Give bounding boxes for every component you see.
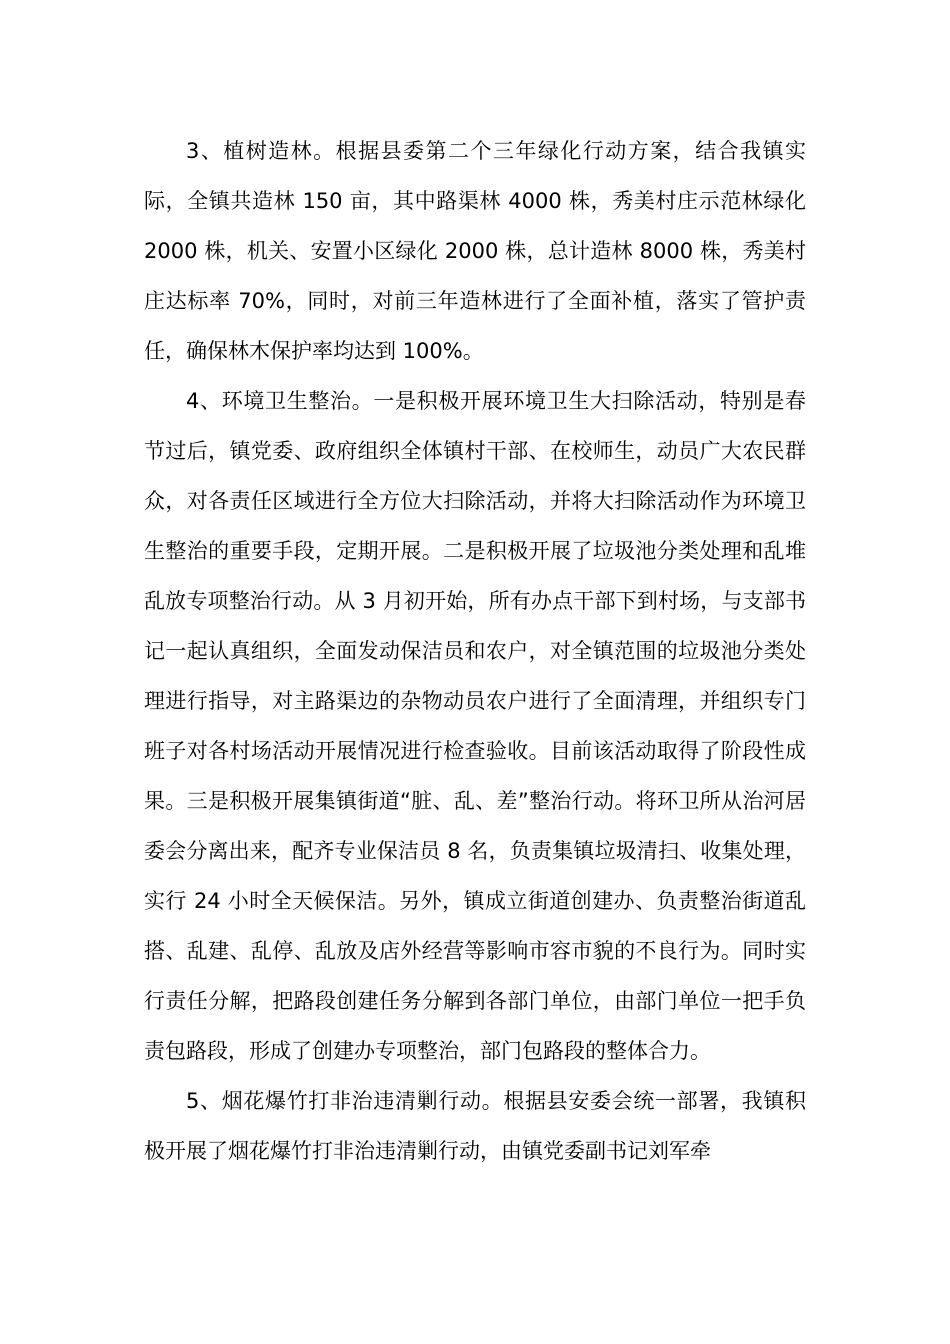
paragraph-afforestation: 3、植树造林。根据县委第二个三年绿化行动方案，结合我镇实际，全镇共造林 150 亩，其中路渠林 4000 株，秀美村庄示范林绿化 2000 株，机关、安置小区绿化 2000 株，总计造林 8000 株，秀美村庄达标率 70%，同时，对前三年造林进行了全面补植，落实了管护责任，确保林木保护率均达到 100%。 [144, 139, 806, 363]
paragraph-environmental-sanitation: 4、环境卫生整治。一是积极开展环境卫生大扫除活动，特别是春节过后，镇党委、政府组织全体镇村干部、在校师生，动员广大农民群众，对各责任区域进行全方位大扫除活动，并将大扫除活动作为环境卫生整治的重要手段，定期开展。二是积极开展了垃圾池分类处理和乱堆乱放专项整治行动。从 3 月初开始，所有办点干部下到村场，与支部书记一起认真组织，全面发动保洁员和农户，对全镇范围的垃圾池分类处理进行指导，对主路渠边的杂物动员农户进行了全面清理，并组织专门班子对各村场活动开展情况进行检查验收。目前该活动取得了阶段性成果。三是积极开展集镇街道“脏、乱、差”整治行动。将环卫所从治河居委会分离出来，配齐专业保洁员 8 名，负责集镇垃圾清扫、收集处理，实行 24 小时全天候保洁。另外，镇成立街道创建办、负责整治街道乱搭、乱建、乱停、乱放及店外经营等影响市容市貌的不良行为。同时实行责任分解，把路段创建任务分解到各部门单位，由部门单位一把手负责包路段，形成了创建办专项整治，部门包路段的整体合力。 [144, 389, 806, 1063]
document-body [144, 126, 806, 1176]
paragraph-fireworks-crackdown: 5、烟花爆竹打非治违清剿行动。根据县安委会统一部署，我镇积极开展了烟花爆竹打非治违清剿行动，由镇党委副书记刘军牵 [144, 1089, 806, 1163]
